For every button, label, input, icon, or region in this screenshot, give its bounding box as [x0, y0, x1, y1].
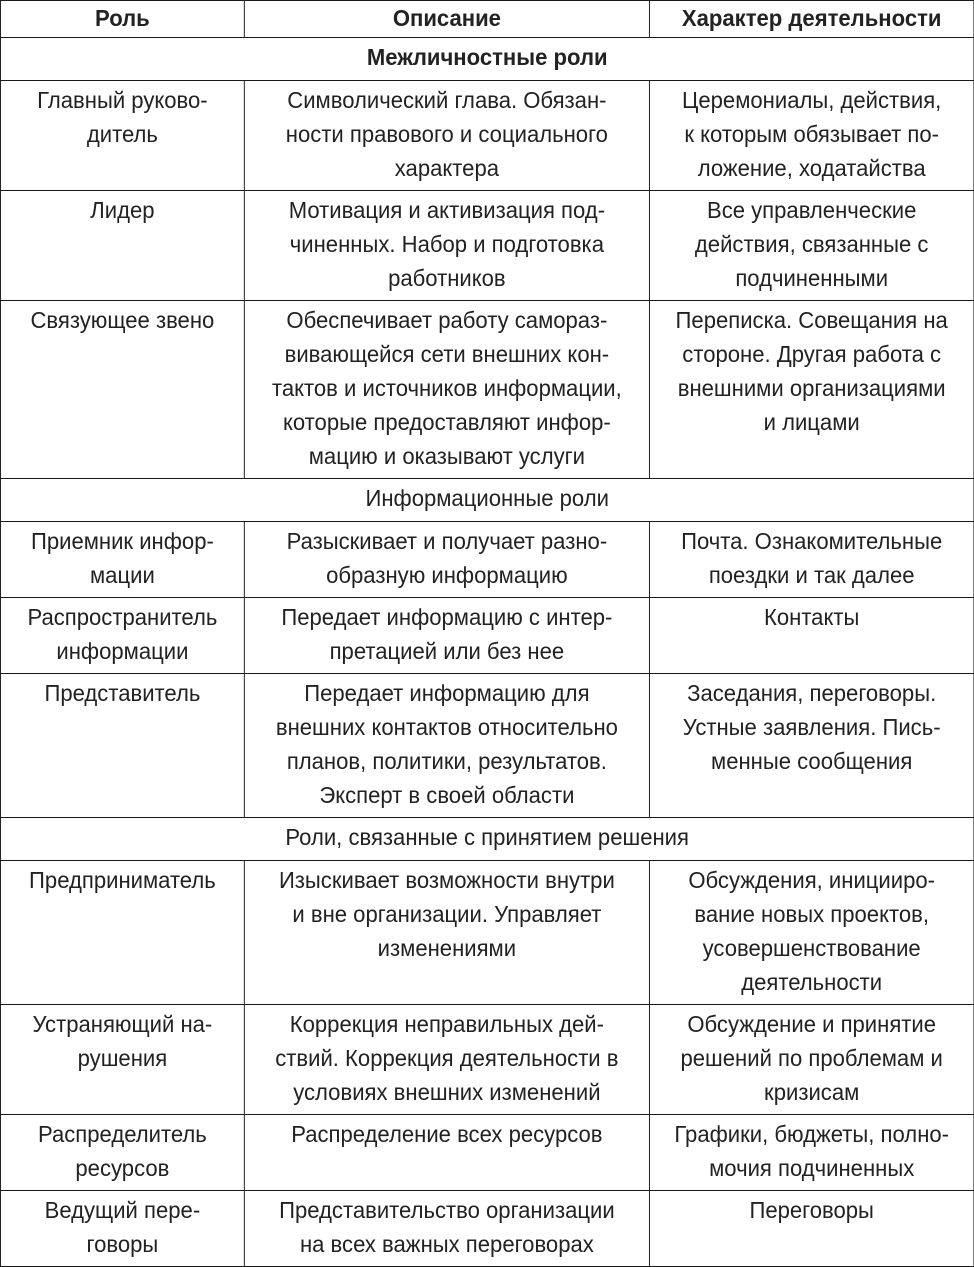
cell-activity: Церемониалы, действия, к которым обязывает по- ложение, ходатайства: [649, 81, 973, 191]
cell-role: Представитель: [0, 674, 244, 818]
table-row: [0, 522, 973, 598]
cell-activity: Заседания, переговоры. Устные заявления. Пись- менные сообщения: [649, 674, 973, 818]
table-row: [0, 1115, 973, 1191]
header-activity: Характер деятельности: [649, 1, 973, 38]
cell-activity: Обсуждение и принятие решений по проблемам и кризисам: [649, 1005, 973, 1115]
section-row: [0, 818, 973, 861]
cell-description: Коррекция неправильных дей- ствий. Коррекция деятельности в условиях внешних изменений: [244, 1005, 649, 1115]
cell-activity: Переписка. Совещания на стороне. Другая работа с внешними организациями и лицами: [649, 301, 973, 479]
cell-role: Связующее звено: [0, 301, 244, 479]
table-row: [0, 81, 973, 191]
cell-activity: Все управленческие действия, связанные с подчиненными: [649, 191, 973, 301]
cell-role: Устраняющий на- рушения: [0, 1005, 244, 1115]
cell-activity: Графики, бюджеты, полно- мочия подчиненных: [649, 1115, 973, 1191]
cell-role: Предприниматель: [0, 861, 244, 1005]
section-row: [0, 479, 973, 522]
cell-description: Обеспечивает работу самораз- вивающейся сети внешних кон- тактов и источников информации, которые предоставляют инфор- мацию и оказывают услуги: [244, 301, 649, 479]
table-row: [0, 1191, 973, 1267]
cell-role: Главный руково- дитель: [0, 81, 244, 191]
cell-activity: Обсуждения, иницииро- вание новых проектов, усовершенствование деятельности: [649, 861, 973, 1005]
cell-description: Символический глава. Обязан- ности правового и социального характера: [244, 81, 649, 191]
section-title: Роли, связанные с принятием решения: [0, 818, 973, 861]
header-role: Роль: [0, 1, 244, 38]
table-row: [0, 598, 973, 674]
cell-role: Распространитель информации: [0, 598, 244, 674]
table-row: [0, 1005, 973, 1115]
cell-description: Изыскивает возможности внутри и вне организации. Управляет изменениями: [244, 861, 649, 1005]
cell-activity: Переговоры: [649, 1191, 973, 1267]
table-row: [0, 191, 973, 301]
table-row: [0, 861, 973, 1005]
cell-description: Разыскивает и получает разно- образную информацию: [244, 522, 649, 598]
section-title: Информационные роли: [0, 479, 973, 522]
header-row: [0, 1, 973, 38]
table-row: [0, 301, 973, 479]
cell-description: Представительство организации на всех важных переговорах: [244, 1191, 649, 1267]
cell-description: Передает информацию для внешних контактов относительно планов, политики, результатов. Эксперт в своей области: [244, 674, 649, 818]
cell-role: Ведущий пере- говоры: [0, 1191, 244, 1267]
cell-description: Передает информацию с интер- претацией или без нее: [244, 598, 649, 674]
cell-activity: Контакты: [649, 598, 973, 674]
header-description: Описание: [244, 1, 649, 38]
cell-role: Распределитель ресурсов: [0, 1115, 244, 1191]
cell-description: Распределение всех ресурсов: [244, 1115, 649, 1191]
cell-role: Приемник инфор- мации: [0, 522, 244, 598]
section-row: [0, 38, 973, 81]
section-title: Межличностные роли: [0, 38, 973, 81]
cell-role: Лидер: [0, 191, 244, 301]
cell-description: Мотивация и активизация под- чиненных. Набор и подготовка работников: [244, 191, 649, 301]
cell-activity: Почта. Ознакомительные поездки и так далее: [649, 522, 973, 598]
table-row: [0, 674, 973, 818]
